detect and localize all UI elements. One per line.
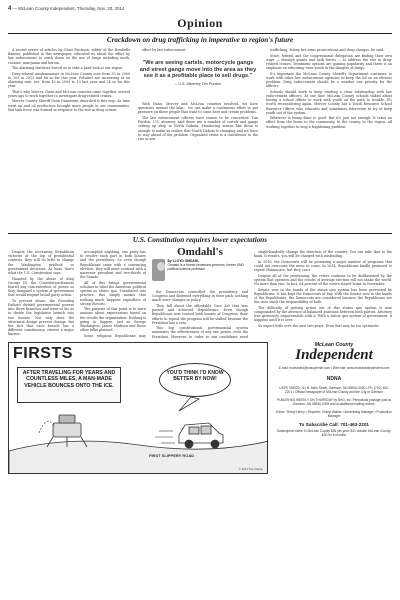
paragraph: A recent series of articles by Chris Erickson, editor of the Bowbells Banner, published in this newspaper, educated us about the effort by law enforcement to crack down on the use of drugs including meth, cocaine, marijuana and heroin. bbox=[8, 48, 130, 65]
paragraph: Whatever is being done is good. But it's just not enough. It takes an effort from the home to the community, to the county, to the region, all working together to stop a frightening problem. bbox=[266, 116, 392, 129]
paragraph: accomplish anything, one party has to resolve each part in both houses and the presidency. So even though Republicans came with a convincing election, they will must contend with a narrower president and two-thirds of the Senate. bbox=[80, 250, 146, 280]
columnist-box bbox=[152, 246, 248, 284]
masthead-office: USPS 335520 • 61 N. Main Street, Garrison, ND 58540-0000 • Ph: (701) 463-2201 • Official Newspaper of McLean County and the City of Garrison bbox=[279, 386, 389, 394]
byline: By LLOYD OMDAHL bbox=[167, 259, 200, 263]
paragraph: trafficking, felony fire arms prosecutions and drug charges, he said. bbox=[270, 48, 384, 52]
editorial-column-1 bbox=[8, 48, 130, 230]
paragraph: So expect little over the next two years. Even that may be too optimistic. bbox=[258, 323, 380, 328]
paragraph: In 2016, the Democrats will be promising a major number of programs that could not overcome the mess to come. In 2014, Republicans kindly promised to repeal Obamacare, but they can't. bbox=[254, 259, 392, 273]
column-headline: U.S. Constitution requires lower expectations bbox=[132, 236, 268, 244]
column-text-4 bbox=[254, 250, 392, 338]
cartoon-caption: AFTER TRAVELING FOR YEARS AND COUNTLESS MILES, A MAN-MADE VEHICLE BOUNCES ONTO THE ICE. bbox=[17, 367, 121, 403]
masthead bbox=[276, 342, 392, 437]
editorial-headline: Crackdown on drug trafficking in imperative to region's future bbox=[106, 36, 294, 44]
paragraph: effort by law enforcement. bbox=[142, 48, 187, 52]
masthead-county: McLean County bbox=[314, 342, 354, 348]
cartoon-credit: © 2014 The Clarion bbox=[238, 467, 263, 471]
pull-quote bbox=[138, 60, 258, 86]
paragraph: With Dunn, Mercer and McLean counties involved, we have questions around the lake... we can make a continuous effort to put pressure on these people that want to come here and create problems. bbox=[138, 102, 258, 115]
paragraph: The alarming statistics forced us to take a hard look at our region. bbox=[12, 66, 124, 71]
column-title bbox=[152, 246, 248, 258]
story-divider bbox=[8, 233, 392, 234]
paragraph: The difficulty of getting action out of this status quo system is now compounded by the absence of balanced positions between both parties. Attorney was grievously ungovernable with a 'With a status quo system of government, it happens until it is over. bbox=[254, 305, 392, 323]
column-title-text: Omdahl's bbox=[177, 246, 223, 258]
column-text-2 bbox=[80, 250, 146, 338]
editorial-column-2 bbox=[138, 102, 258, 230]
section-title: Opinion bbox=[177, 16, 223, 30]
paragraph: The law enforcement officers have reason to be concerned. Tim Purdon, U.S. attorney, said there are a number of cartels and gangs setting up shop in North Dakota. Monitoring means like these is enough to make us realize that North Dakota is changing and we have to stay ahead of the problem. Organized crime is a contributor to the rise in sex bbox=[138, 115, 258, 141]
paragraph: Drug-related misdemeanors in McLean County rose from 33 in 2009 to 103 in 2013 and 86 so far this year. Felonies are increasing at an alarming rate, too: from 10 in 2009 to 19 last year and 24 so far this year. bbox=[8, 71, 130, 89]
folio bbox=[8, 6, 392, 16]
editorial-cartoon bbox=[8, 342, 268, 474]
editorial-column-3 bbox=[266, 48, 392, 230]
masthead-staff: Editor: Sheryl Henry • Reporter: Cheryl Walker • Advertising Manager • Production Manager bbox=[276, 410, 392, 418]
newspaper-page bbox=[8, 6, 392, 594]
paragraph: To prevent abuse, the Founding Fathers divided governmental powers into three branches and went so far as to divide the legislative branch into two houses. Not only does the structural design prevent change, but the fact that each branch has a different constituency creates a major barrier. bbox=[8, 298, 74, 337]
columnist-byline bbox=[168, 259, 248, 281]
paragraph: All of this brings governmental scholars to label the American political system as status quo. Translated into practice, this simply means that nothing much happens regardless of strong rhetoric. bbox=[80, 280, 146, 306]
column-text-3 bbox=[152, 290, 248, 338]
paragraph: State, federal and the congressional delegation are finding their own ways — through grants and task forces — to address the rise in drug-related crimes. Treatment options are gaining popularity and there is an emphasis on educating even youth in the dangers of drugs. bbox=[266, 53, 392, 71]
paragraph: That's why Mercer, Dunn and McLean counties came together several years ago to work together to investigate drug-related crimes. bbox=[8, 89, 130, 98]
paragraph: Mercer County Sheriff Dean Danzeisen described it this way: As time went on and oil production brought more people to our communities, this task force was formed in response to the rise in drug crimes. bbox=[8, 99, 130, 112]
paragraph: the Democrats controlled the presidency and Congress and flattened everything in their path, nothing much were changes in policy. bbox=[152, 290, 248, 303]
pull-quote-attribution: – U.S. Attorney Tim Purdon bbox=[174, 81, 222, 86]
paragraph: The purpose of this point is to warn anxious about expectations based on the results the organization. Nothing is going to happen, just as George Washington, James Madison and those other folks planned. bbox=[80, 307, 146, 333]
cartoon-title: FIRSTS bbox=[13, 345, 73, 362]
subscribe-line: To Subscribe Call: 701-463-2201 bbox=[299, 422, 369, 427]
header-rule bbox=[8, 33, 392, 34]
columnist-info bbox=[152, 259, 248, 281]
pull-quote-text: "We are seeing cartels, motorcycle gangs and street gangs move into the area as they see it as a profitable place to sell drugs." bbox=[139, 60, 257, 80]
subscription-rates: Subscription rates: In McLean County $36 per year; $41 outside McLean County; $30 for 6 months bbox=[276, 429, 392, 437]
paragraph: single-handedly change the direction of the country. You can take that to the bank. It results, you will be charged with misleading. bbox=[254, 250, 392, 259]
column-text-1 bbox=[8, 250, 74, 338]
editorial-column-2-top bbox=[138, 48, 258, 60]
paragraph: Schools should work to keep sending a clear relationship with law enforcement officers. At one time McLean County schools talked about having a school officer to work with youth on the path to trouble. It's worth reconsidering again. Mercer County has a Youth Resource School Resource Officer who educates and sometimes intervenes to try to keep youth out of the system. bbox=[266, 89, 392, 115]
columnist-portrait bbox=[152, 259, 165, 281]
paragraph: They fall about the affordable Care Act that was passed and achieved Republicans. Even though Republicans now control both houses of Congress, their efforts to repeal the program will be stalled because the President has a veto. bbox=[152, 303, 248, 325]
folio-text: — McLean County Independent, Thursday, Nov. 20, 2014 bbox=[12, 6, 125, 11]
ndna-logo: NDNA bbox=[326, 376, 342, 382]
paragraph: Some religious Republicans may bbox=[84, 333, 146, 338]
masthead-published: PUBLISHED WEEKLY ON THURSDAY by BHG, Inc. Periodicals postage paid at Garrison, ND 58540-0309 and at additional mailing offices. bbox=[277, 398, 391, 406]
paragraph: Despite the increasing Republican victories at the top of presidential contests, they will do little to change the Washington gridlock or government decisions. At least, that's what the U.S. Constitution says. bbox=[8, 250, 74, 276]
paragraph: Haunted by the abuse of King George III, the Constitution-framers feared any concentration of power so they designed a system of government that would require broad party action. bbox=[8, 276, 74, 298]
masthead-contact: E-mail: mcleanind@ndsupernet.com • Web site: www.mcleanindependent.com bbox=[278, 366, 390, 370]
road-label: FIRST SLIPPERY ROAD bbox=[149, 453, 195, 458]
speech-bubble: YOU'D THINK I'D KNOW BETTER BY NOW! bbox=[159, 363, 231, 397]
cartoon-drawing bbox=[9, 343, 268, 474]
paragraph: Despite all of the positioning, the voters continue to be disillusioned by the system that operates and the results of average election will not shake the world. No more than two. In fact, 64 percent of the voters stayed home in November. bbox=[254, 273, 392, 287]
paragraph: It's important the McLean County Sheriff's Department continues to work with other law enforcement agencies to keep the lid on an obvious problem. Drug enforcement should be a number one priority for the officers. bbox=[266, 71, 392, 89]
paragraph: Senate now in the hands of the status quo system has been prevented by Republicans. It has kept the Democrats at bay. With the Senate now in the hands of the Republicans, the Democrats are considered because the Republicans are the ones stuck the responsibility of both. bbox=[254, 287, 392, 305]
page-number: 4 bbox=[8, 6, 12, 12]
paragraph: This big constitutional governmental system minimizes the effectiveness of any one power, even the President. However, in order to win candidates need bbox=[152, 326, 248, 338]
columnist-bio: Omdahl is a former lieutenant governor, former UND political science professor. bbox=[167, 263, 244, 271]
masthead-title: Independent bbox=[295, 347, 373, 363]
